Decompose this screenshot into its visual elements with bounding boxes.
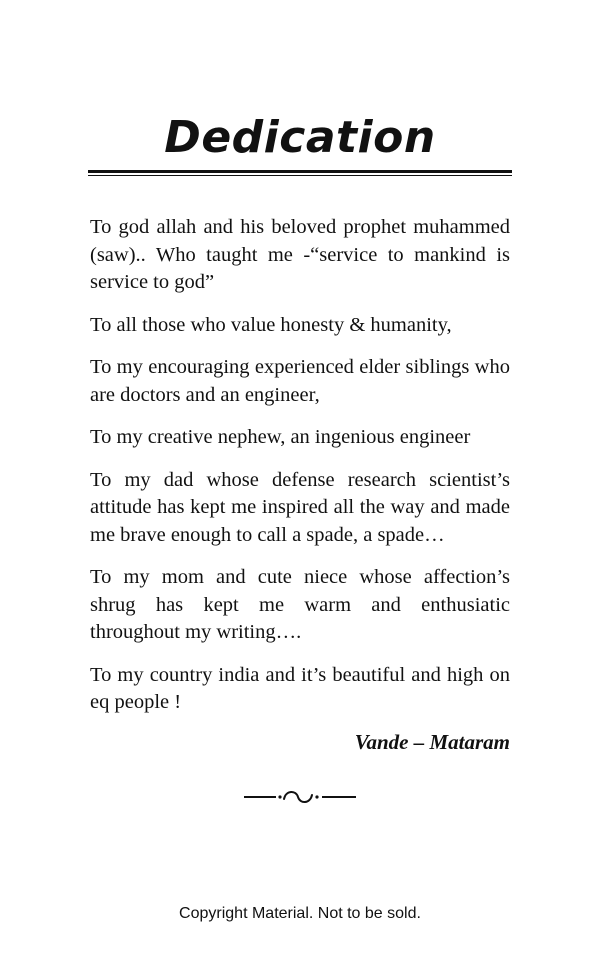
dedication-body xyxy=(90,214,510,732)
dedication-paragraph: To my country india and it’s beautiful and high on eq people ! xyxy=(90,663,510,713)
page-title: Dedication xyxy=(164,112,436,163)
dedication-paragraph: To god allah and his beloved prophet muhammed (saw).. Who taught me -“service to mankind is service to god” xyxy=(90,216,510,293)
copyright-notice: Copyright Material. Not to be sold. xyxy=(179,905,421,922)
dedication-paragraph: To my mom and cute niece whose affection’s shrug has kept me warm and enthusiatic throughout my writing…. xyxy=(90,566,510,643)
title-underline-thin xyxy=(88,175,512,176)
dedication-paragraph: To all those who value honesty & humanity, xyxy=(90,313,452,336)
dedication-paragraph: To my encouraging experienced elder siblings who are doctors and an engineer, xyxy=(90,356,510,406)
dedication-paragraph: To my creative nephew, an ingenious engineer xyxy=(90,426,471,448)
dedication-paragraph: To my dad whose defense research scientist’s attitude has kept me inspired all the way and made me brave enough to call a spade, a spade… xyxy=(90,468,510,546)
signoff: Vande – Mataram xyxy=(354,730,510,754)
title-underline-thick xyxy=(88,170,512,173)
ornament-divider-icon xyxy=(240,782,360,810)
